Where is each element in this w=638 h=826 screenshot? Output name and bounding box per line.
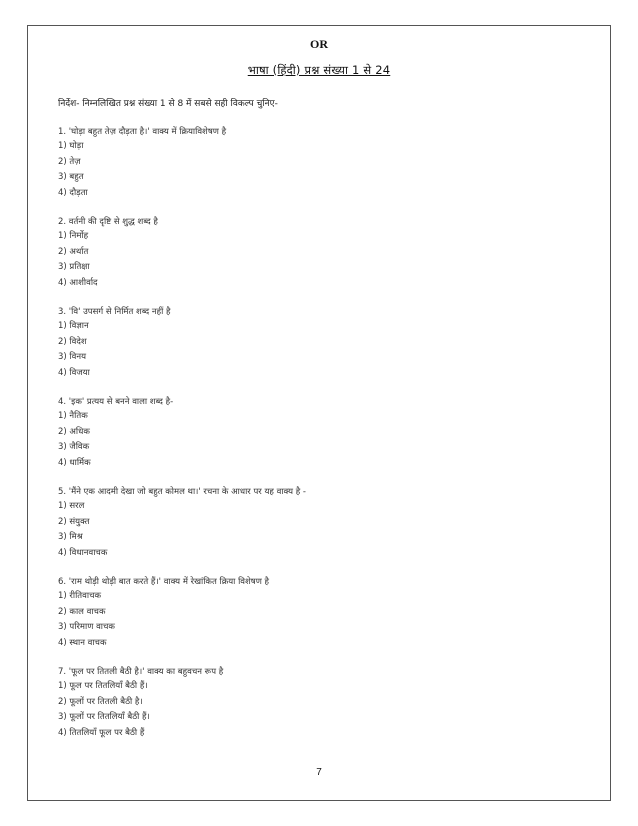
option-4: 4) आशीर्वाद [58, 277, 98, 288]
question-5 [58, 486, 598, 561]
option-4: 4) स्थान वाचक [58, 637, 107, 648]
option-4: 4) विजया [58, 367, 90, 378]
directions: निर्देश- निम्नलिखित प्रश्न संख्या 1 से 8 में सबसे सही विकल्प चुनिए- [58, 99, 278, 109]
option-4: 4) तितलियाँ फूल पर बैठी हैं [58, 727, 145, 738]
or-label: OR [310, 37, 328, 51]
question-3 [58, 306, 598, 381]
option-1: 1) विज्ञान [58, 321, 89, 331]
option-3: 3) प्रतिक्षा [58, 262, 90, 272]
option-1: 1) सरल [58, 501, 85, 511]
question-7 [58, 666, 598, 741]
option-3: 3) विनय [58, 352, 87, 362]
option-3: 3) मिश्र [58, 532, 83, 542]
option-3: 3) जैविक [58, 442, 90, 452]
option-2: 2) विदेश [58, 336, 87, 347]
option-2: 2) संयुक्त [58, 516, 90, 527]
option-1: 1) नैतिक [58, 411, 88, 421]
option-1: 1) घोड़ा [58, 141, 84, 151]
option-1: 1) फूल पर तितलियाँ बैठी हैं। [58, 681, 148, 691]
option-1: 1) रीतिवाचक [58, 591, 102, 601]
page-number: 7 [316, 767, 322, 778]
option-4: 4) दौड़ता [58, 187, 88, 198]
section-title-text: भाषा (हिंदी) प्रश्न संख्या 1 से 24 [247, 63, 391, 77]
option-4: 4) धार्मिक [58, 457, 91, 468]
question-2 [58, 216, 598, 291]
question-text: 6. 'राम थोड़ी थोड़ी बात करते हैं।' वाक्य में रेखांकित क्रिया विशेषण है [58, 577, 270, 587]
question-text: 1. 'घोड़ा बहुत तेज़ दौड़ता है।' वाक्य में क्रियाविशेषण है [58, 127, 227, 137]
option-3: 3) फूलों पर तितलियाँ बैठी हैं। [58, 712, 150, 722]
question-list [58, 126, 598, 756]
question-text: 2. वर्तनी की दृष्टि से शुद्ध शब्द है [58, 217, 158, 227]
question-6 [58, 576, 598, 651]
option-3: 3) बहुत [58, 172, 84, 182]
option-2: 2) तेज़ [58, 156, 81, 167]
question-4 [58, 396, 598, 471]
question-text: 3. 'वि' उपसर्ग से निर्मित शब्द नहीं है [58, 307, 171, 317]
option-3: 3) परिमाण वाचक [58, 622, 115, 632]
question-text: 5. 'मैंने एक आदमी देखा जो बहुत कोमल था।' रचना के आधार पर यह वाक्य है - [58, 487, 306, 497]
option-2: 2) काल वाचक [58, 606, 106, 617]
option-2: 2) अर्थात [58, 246, 89, 257]
question-1 [58, 126, 598, 201]
section-title [0, 63, 638, 78]
question-text: 7. 'फूल पर तितली बैठी है।' वाक्य का बहुवचन रूप है [58, 667, 224, 677]
option-2: 2) अधिक [58, 426, 90, 437]
question-text: 4. 'इक' प्रत्यय से बनने वाला शब्द है- [58, 397, 174, 407]
option-4: 4) विधानवाचक [58, 547, 108, 558]
option-1: 1) निर्मोह [58, 231, 89, 241]
option-2: 2) फूलों पर तितली बैठी है। [58, 696, 143, 707]
